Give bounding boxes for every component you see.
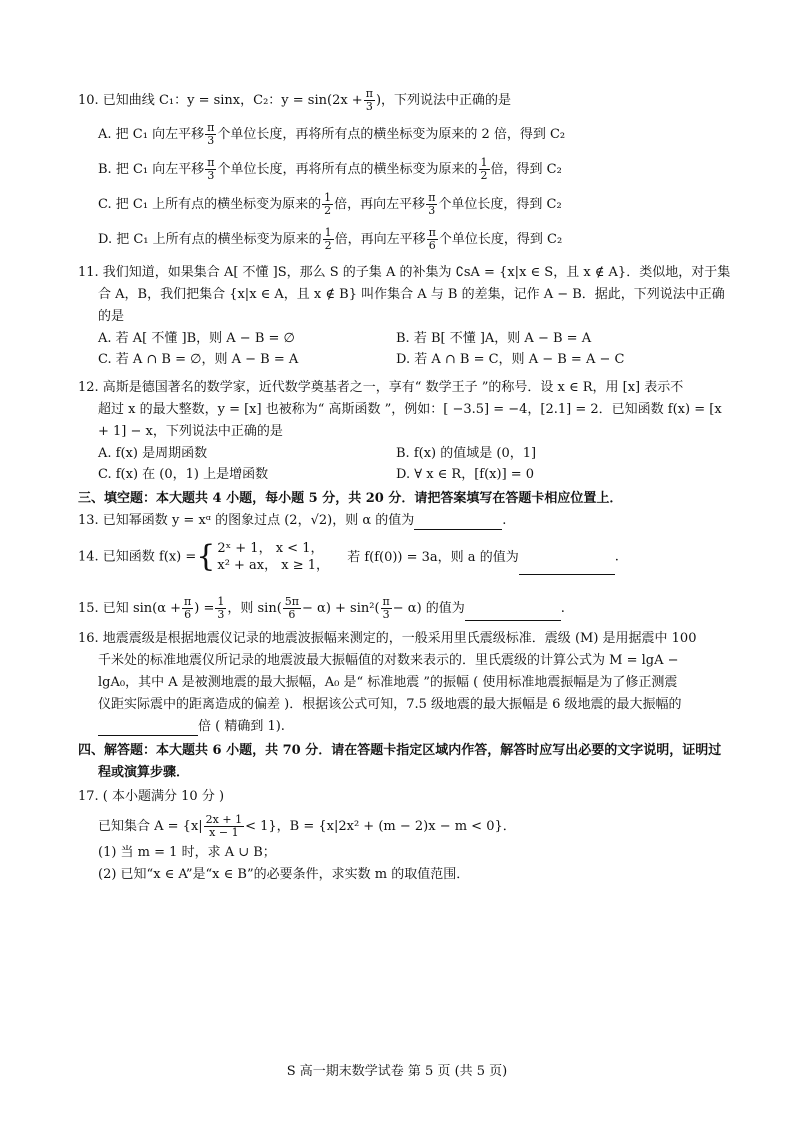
fraction: $\frac{1}{3}$ (217, 595, 225, 621)
fraction: $\frac{\pi}{3}$ (365, 87, 373, 113)
q14: 14. 已知函数 f(x) ={ 2ˣ + 1， x < 1， x² + ax， x ≥ 1， 若 f(f(0)) = 3a，则 a 的值为 . (78, 539, 619, 574)
fraction: $\frac{\pi}{3}$ (382, 595, 390, 621)
q12-option-a: A. f(x) 是周期函数 (98, 446, 208, 461)
section-heading-solutions: 四、解答题：本大题共 6 小题，共 70 分．请在答题卡指定区域内作答，解答时应写出必要的文字说明，证明过 (78, 743, 722, 758)
q16-line5: 倍 ( 精确到 1). (98, 718, 285, 736)
page-footer: S 高一期末数学试卷 第 5 页 (共 5 页) (286, 1064, 508, 1079)
fraction: $\frac{1}{2}$ (324, 191, 332, 217)
fraction: $\frac{\pi}{6}$ (184, 595, 192, 621)
q12-option-d: D. ∀ x ∈ R，[f(x)] = 0 (396, 467, 535, 482)
q10-stem: 10. 已知曲线 C₁：y = sinx，C₂：y = sin(2x + $\frac{\pi}{3}$ )，下列说法中正确的是 (78, 87, 512, 113)
brace: { (196, 539, 216, 574)
answer-blank (465, 606, 561, 621)
q12-option-b: B. f(x) 的值域是 (0，1] (396, 446, 537, 461)
q11-option-a: A. 若 A[ 不懂 ]B，则 A − B = ∅ (98, 331, 295, 346)
fraction: $\frac{5\pi}{6}$ (284, 595, 300, 621)
q10-option-b: B. 把 C₁ 向左平移 $\frac{\pi}{3}$ 个单位长度，再将所有点的横坐标变为原来的 $\frac{1}{2}$ 倍，得到 C₂ (98, 156, 562, 182)
section-heading-fill-in: 三、填空题：本大题共 4 小题，每小题 5 分，共 20 分．请把答案填写在答题卡相应位置上． (78, 491, 623, 506)
fraction: $\frac{1}{2}$ (324, 226, 332, 252)
fraction: $\frac{1}{2}$ (480, 156, 488, 182)
q12-option-c: C. f(x) 在 (0，1) 上是增函数 (98, 467, 269, 482)
q16-line4: 仪距实际震中的距离造成的偏差 )．根据该公式可知，7.5 级地震的最大振幅是 6 级地震的最大振幅的 (98, 697, 682, 712)
q12-line1: 12. 高斯是德国著名的数学家，近代数学奠基者之一，享有“ 数学王子 ”的称号．设 x ∈ R，用 [x] 表示不 (78, 380, 684, 395)
q12-line3: + 1] − x，下列说法中正确的是 (98, 424, 283, 439)
fraction: $\frac{\pi}{3}$ (207, 121, 215, 147)
q10-option-d: D. 把 C₁ 上所有点的横坐标变为原来的 $\frac{1}{2}$ 倍，再向左平移 $\frac{\pi}{6}$ 个单位长度，得到 C₂ (98, 226, 563, 252)
q11-option-b: B. 若 B[ 不懂 ]A，则 A − B = A (396, 331, 592, 346)
fraction: $\frac{2x + 1}{x - 1}$ (205, 813, 243, 839)
section-heading-solutions-cont: 程或演算步骤． (98, 765, 190, 780)
q10-option-c: C. 把 C₁ 上所有点的横坐标变为原来的 $\frac{1}{2}$ 倍，再向左平移 $\frac{\pi}{3}$ 个单位长度，得到 C₂ (98, 191, 562, 217)
q11-line2: 合 A，B，我们把集合 {x|x ∈ A，且 x ∉ B} 叫作集合 A 与 B 的差集，记作 A − B．据此，下列说法中正确 (98, 287, 725, 302)
q10-option-a: A. 把 C₁ 向左平移 $\frac{\pi}{3}$ 个单位长度，再将所有点的横坐标变为原来的 2 倍，得到 C₂ (98, 121, 566, 147)
q11-line3: 的是 (98, 309, 125, 324)
q11-line1: 11. 我们知道，如果集合 A[ 不懂 ]S，那么 S 的子集 A 的补集为 ∁sA = {x|x ∈ S，且 x ∉ A}．类似地，对于集 (78, 265, 731, 280)
q15: 15. 已知 sin(α + $\frac{\pi}{6}$ ) = $\frac{1}{3}$ ，则 sin( $\frac{5\pi}{6}$ − α) + sin²( $\frac{\pi}{3}$ − α) 的值为 . (78, 595, 565, 621)
fraction: $\frac{\pi}{3}$ (207, 156, 215, 182)
answer-blank (98, 721, 198, 736)
q16-line3: lgA₀，其中 A 是被测地震的最大振幅，A₀ 是“ 标准地震 ”的振幅 ( 使用标准地震振幅是为了修正测震 (98, 675, 678, 690)
q13: 13. 已知幂函数 y = xᵅ 的图象过点 (2，√2)，则 α 的值为 . (78, 513, 507, 528)
q17-sets: 已知集合 A = {x| $\frac{2x + 1}{x - 1}$ < 1}，B = {x|2x² + (m − 2)x − m < 0}． (98, 813, 516, 839)
q16-line2: 千米处的标准地震仪所记录的地震波最大振幅值的对数来表示的．里氏震级的计算公式为 M = lgA − (98, 653, 679, 668)
q11-option-c: C. 若 A ∩ B = ∅，则 A − B = A (98, 352, 299, 367)
answer-blank (414, 515, 502, 530)
fraction: $\frac{\pi}{3}$ (428, 191, 436, 217)
q17-part2: (2) 已知“x ∈ A”是“x ∈ B”的必要条件，求实数 m 的取值范围． (98, 867, 470, 882)
q16-line1: 16. 地震震级是根据地震仪记录的地震波振幅来测定的，一般采用里氏震级标准．震级 (M) 是用据震中 100 (78, 631, 697, 646)
q17-part1: (1) 当 m = 1 时，求 A ∪ B； (98, 845, 276, 860)
fraction: $\frac{\pi}{6}$ (428, 226, 436, 252)
answer-blank (519, 560, 615, 575)
piecewise-cases: 2ˣ + 1， x < 1， x² + ax， x ≥ 1， (217, 541, 330, 573)
q11-option-d: D. 若 A ∩ B = C，则 A − B = A − C (396, 352, 625, 367)
q17-title: 17. ( 本小题满分 10 分 ) (78, 789, 225, 804)
q12-line2: 超过 x 的最大整数，y = [x] 也被称为“ 高斯函数 ”，例如：[ −3.5] = −4，[2.1] = 2．已知函数 f(x) = [x (98, 402, 722, 417)
